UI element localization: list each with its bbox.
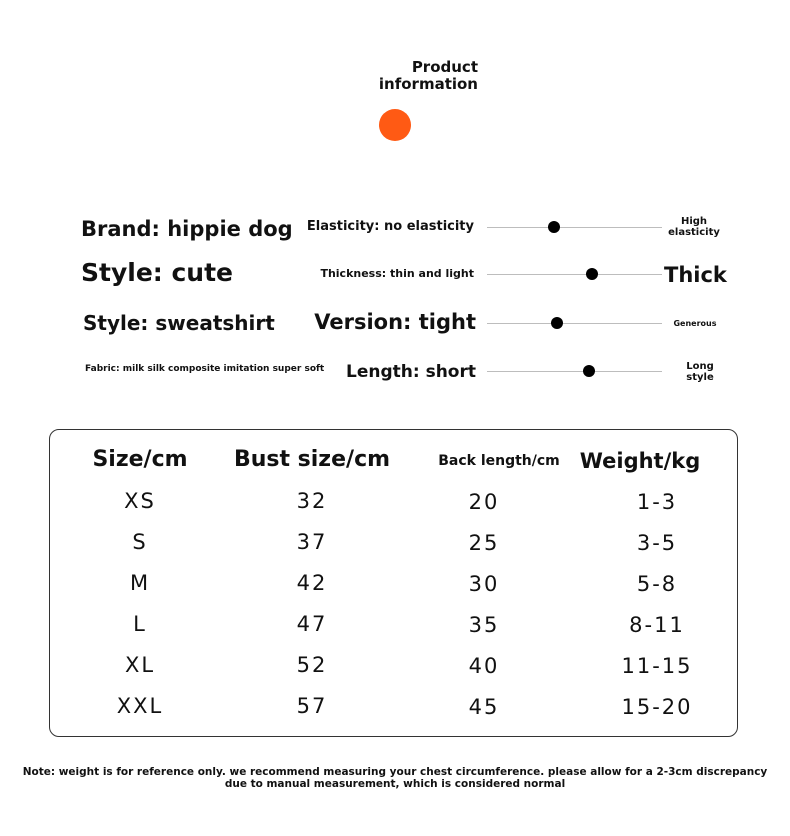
- cell-size: S: [132, 530, 148, 554]
- cell-back: 40: [468, 654, 500, 678]
- cell-bust: 32: [296, 489, 328, 513]
- slider-end-label: Long style: [686, 361, 714, 383]
- col-header-back-length: Back length/cm: [438, 453, 560, 469]
- col-header-weight: Weight/kg: [579, 449, 701, 473]
- cell-back: 45: [468, 695, 500, 719]
- cell-bust: 42: [296, 571, 328, 595]
- fabric-label: Fabric: milk silk composite imitation super soft: [85, 364, 325, 374]
- footnote: Note: weight is for reference only. we recommend measuring your chest circumference. please allow for a 2-3cm discrepancy due to manual measurement, which is considered normal: [22, 766, 768, 790]
- slider-label: Thickness: thin and light: [320, 267, 474, 280]
- cell-size: L: [133, 612, 147, 636]
- cell-bust: 57: [296, 694, 328, 718]
- slider-end-label: Thick: [664, 263, 727, 287]
- title-line-1: Product: [411, 58, 478, 76]
- cell-bust: 52: [296, 653, 328, 677]
- cell-back: 35: [468, 613, 500, 637]
- col-header-size: Size/cm: [92, 447, 188, 472]
- cell-back: 30: [468, 572, 500, 596]
- accent-dot: [379, 109, 411, 141]
- cell-weight: 3-5: [636, 531, 678, 555]
- cell-size: XS: [124, 489, 156, 513]
- slider-knob: [583, 365, 595, 377]
- slider-track: [487, 274, 662, 275]
- cell-back: 20: [468, 490, 500, 514]
- cell-size: XXL: [116, 694, 164, 718]
- cell-bust: 37: [296, 530, 328, 554]
- cell-back: 25: [468, 531, 500, 555]
- cell-weight: 5-8: [636, 572, 678, 596]
- title-line-2: information: [378, 75, 478, 93]
- slider-track: [487, 371, 662, 372]
- cell-bust: 47: [296, 612, 328, 636]
- style-cute-label: Style: cute: [81, 258, 234, 287]
- cell-weight: 15-20: [621, 695, 693, 719]
- product-info-title: [360, 59, 478, 93]
- cell-weight: 11-15: [621, 654, 693, 678]
- slider-end-label: Generous: [673, 319, 717, 328]
- cell-size: M: [129, 571, 151, 595]
- cell-weight: 1-3: [636, 490, 678, 514]
- slider-knob: [548, 221, 560, 233]
- slider-label: Elasticity: no elasticity: [306, 219, 474, 234]
- slider-knob: [586, 268, 598, 280]
- col-header-bust: Bust size/cm: [233, 447, 391, 472]
- cell-size: XL: [124, 653, 156, 677]
- slider-track: [487, 323, 662, 324]
- brand-label: Brand: hippie dog: [81, 217, 293, 241]
- slider-end-label: High elasticity: [668, 216, 720, 238]
- cell-weight: 8-11: [629, 613, 685, 637]
- slider-track: [487, 227, 662, 228]
- slider-label: Length: short: [346, 362, 476, 382]
- style-sweatshirt-label: Style: sweatshirt: [83, 311, 275, 335]
- slider-knob: [551, 317, 563, 329]
- slider-label: Version: tight: [314, 310, 476, 334]
